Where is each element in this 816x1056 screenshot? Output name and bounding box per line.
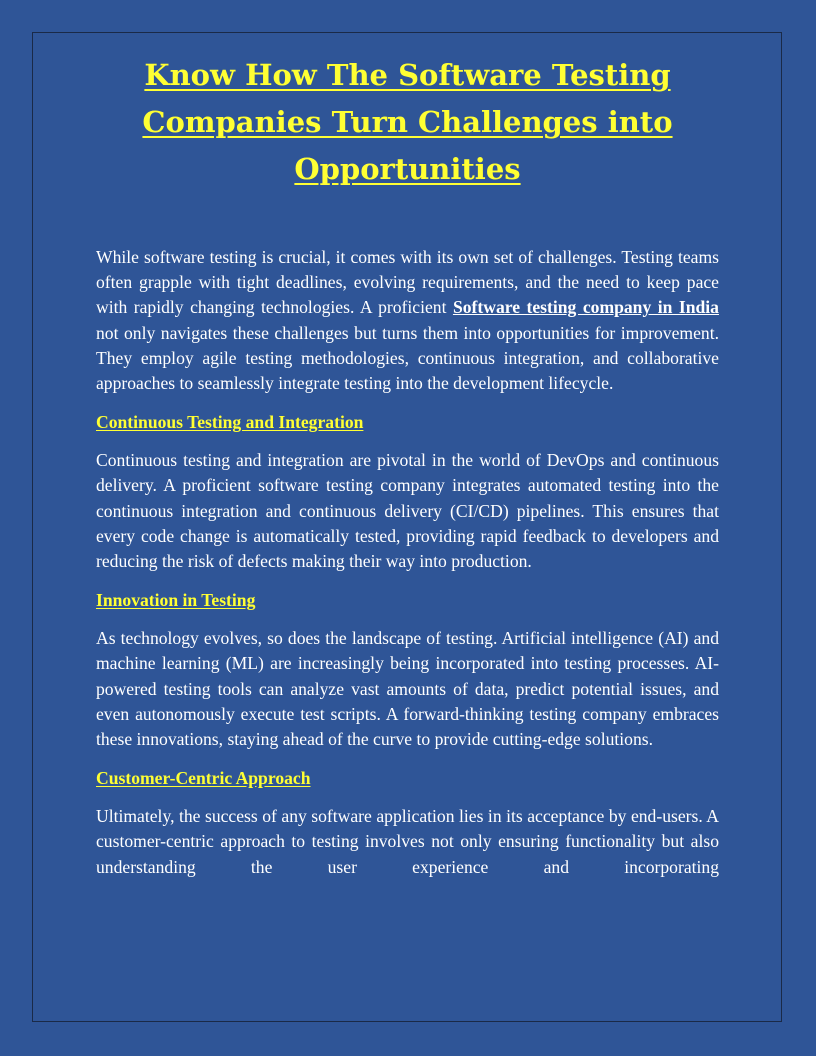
document-title: Know How The Software Testing Companies Turn Challenges into Opportunities bbox=[142, 58, 673, 186]
section-heading-innovation: Innovation in Testing bbox=[96, 590, 256, 611]
intro-paragraph bbox=[96, 245, 719, 396]
document-content bbox=[96, 52, 719, 880]
section-body-customer-centric: Ultimately, the success of any software application lies in its acceptance by end-users. A customer-centric approach to testing involves not only ensuring functionality but also understanding the user experience and incorporating bbox=[96, 806, 719, 877]
intro-text-after-link: not only navigates these challenges but turns them into opportunities for improvement. They employ agile testing methodologies, continuous integration, and collaborative approaches to seamlessly integrate testing into the development lifecycle. bbox=[96, 322, 719, 394]
intro-text-before-link: While software testing is crucial, it comes with its own set of challenges. Testing teams often grapple with tight deadlines, evolving requirements, and the need to keep pace with rapidly changing technologies. A proficient bbox=[96, 247, 719, 318]
software-testing-company-link[interactable]: Software testing company in India bbox=[452, 297, 719, 318]
section-heading-continuous-testing: Continuous Testing and Integration bbox=[96, 412, 364, 433]
section-body-innovation: As technology evolves, so does the landscape of testing. Artificial intelligence (AI) and machine learning (ML) are increasingly being incorporated into testing processes. AI-powered testing tools can analyze vast amounts of data, predict potential issues, and even autonomously execute test scripts. A forward-thinking testing company embraces these innovations, staying ahead of the curve to provide cutting-edge solutions. bbox=[96, 628, 719, 750]
section-body-continuous-testing: Continuous testing and integration are pivotal in the world of DevOps and continuous delivery. A proficient software testing company integrates automated testing into the continuous integration and continuous delivery (CI/CD) pipelines. This ensures that every code change is automatically tested, providing rapid feedback to developers and reducing the risk of defects making their way into production. bbox=[96, 450, 719, 572]
section-heading-customer-centric: Customer-Centric Approach bbox=[96, 768, 311, 789]
